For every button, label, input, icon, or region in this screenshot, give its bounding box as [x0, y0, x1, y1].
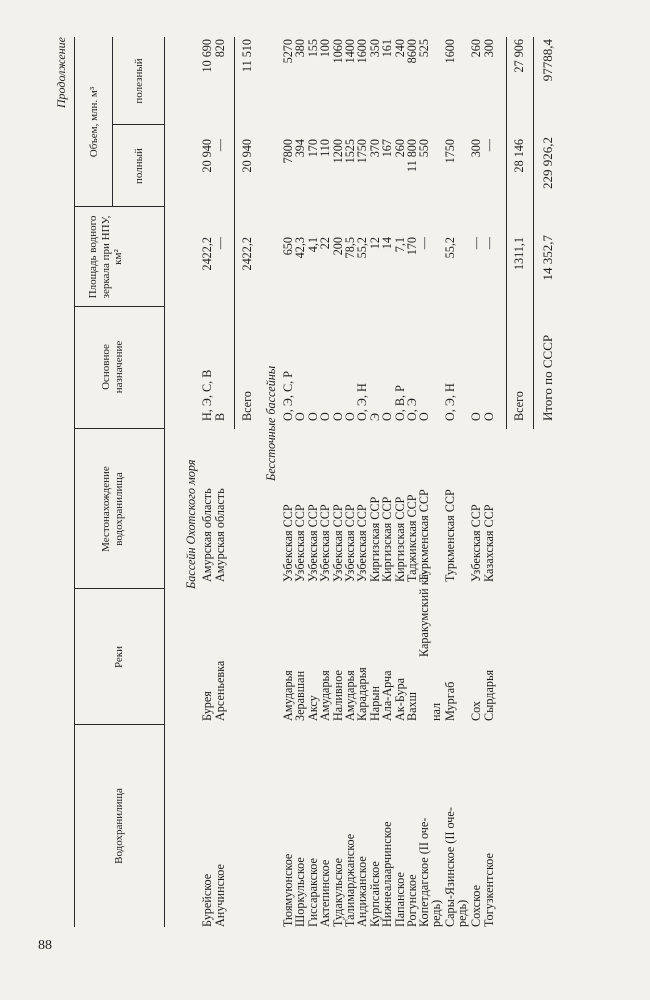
river-name: Ала-Арча: [380, 670, 395, 721]
river-name: Амударья: [343, 670, 357, 721]
river-name: Карадарья: [355, 667, 370, 721]
reservoir-name: Тюямуюнское: [281, 853, 295, 927]
area: 55,2: [443, 237, 457, 259]
volume-useful: 525: [417, 39, 431, 58]
purpose: О: [305, 412, 320, 421]
area: 78,5: [343, 237, 357, 259]
volume-full: 300: [469, 139, 483, 158]
volume-full: 167: [380, 139, 395, 158]
river-name: Амударья: [281, 670, 295, 721]
volume-full: 370: [367, 139, 382, 158]
volume-useful: 1400: [343, 39, 357, 64]
reservoir-table: [55, 37, 595, 927]
river-name: Арсеньевка: [213, 660, 227, 721]
area: 4,1: [305, 237, 320, 253]
volume-full: 20 940: [200, 139, 214, 173]
location: Таджикская ССР: [405, 494, 419, 582]
closed-total-full: 28 146: [512, 139, 526, 173]
purpose: О, Э, Н: [443, 383, 457, 421]
volume-full: 110: [318, 139, 333, 157]
purpose: О, Э, С, Р: [281, 370, 295, 421]
reservoir-name: Андижанское: [355, 856, 370, 927]
river-name: Сырдарья: [482, 669, 496, 721]
reservoir-name: Гиссаракское: [305, 858, 320, 927]
volume-full: 1750: [443, 139, 457, 164]
okhotsk-total-rule: [234, 37, 235, 429]
okhotsk-total-area: 2422,2: [240, 237, 254, 271]
location: Амурская область: [200, 488, 214, 582]
header-river: Реки: [113, 645, 125, 669]
purpose: Э: [367, 412, 382, 421]
purpose: О: [293, 412, 308, 421]
reservoir-name: Сохское: [469, 884, 483, 927]
purpose: О, В, Р: [392, 385, 407, 421]
purpose: О: [482, 412, 496, 421]
purpose: О: [417, 412, 431, 421]
volume-full: 11 800: [405, 139, 419, 173]
volume-full: 550: [417, 139, 431, 158]
ussr-total-full: 229 926,2: [540, 137, 555, 189]
river-name: Амударья: [318, 670, 333, 721]
col-sep: [74, 428, 164, 429]
ussr-total-rule: [533, 37, 534, 429]
volume-useful: 820: [213, 39, 227, 58]
volume-useful: 1600: [443, 39, 457, 64]
closed-total-label: Всего: [512, 391, 526, 421]
section-okhotsk-title: Бассейн Охотского моря: [184, 459, 198, 589]
purpose: О: [343, 412, 357, 421]
closed-total-rule: [506, 37, 507, 429]
header-reservoir: Водохранилища: [113, 788, 125, 864]
river-name-cont: нал: [429, 702, 443, 721]
reservoir-name: Сары-Язинское (II оче-: [443, 807, 457, 927]
volume-useful: 8600: [405, 39, 419, 64]
river-name: Мургаб: [443, 681, 457, 721]
volume-useful: 350: [367, 39, 382, 58]
area: —: [417, 237, 431, 250]
purpose: О, Э: [405, 398, 419, 421]
header-top-rule: [74, 37, 75, 927]
col-sep: [74, 306, 164, 307]
volume-useful: 240: [392, 39, 407, 58]
header-volume-useful: полезный: [133, 58, 145, 104]
reservoir-name: Тудакульское: [330, 857, 345, 927]
area: 200: [330, 237, 345, 256]
reservoir-name: Анучинское: [213, 864, 227, 927]
river-name: Бурея: [200, 691, 214, 721]
location: Узбекская ССР: [293, 504, 308, 582]
purpose: О, Э, Н: [355, 383, 370, 421]
volume-useful: 1060: [330, 39, 345, 64]
area: 2422,2: [200, 237, 214, 271]
reservoir-name: Шоркульское: [293, 857, 308, 927]
okhotsk-total-full: 20 940: [240, 139, 254, 173]
closed-total-area: 1311,1: [512, 237, 526, 271]
ussr-total-area: 14 352,7: [540, 235, 555, 281]
reservoir-name: Тогузкентское: [482, 853, 496, 927]
volume-full: 394: [293, 139, 308, 158]
volume-useful: 155: [305, 39, 320, 58]
volume-full: 1750: [355, 139, 370, 164]
reservoir-name: Копетдагское (II оче-: [417, 817, 431, 927]
area: 14: [380, 237, 395, 250]
area: 55,2: [355, 237, 370, 259]
volume-useful: 300: [482, 39, 496, 58]
reservoir-name: Папанское: [392, 872, 407, 927]
location: Киргизская ССР: [392, 496, 407, 582]
location: Туркменская ССР: [443, 489, 457, 582]
volume-full: 260: [392, 139, 407, 158]
header-location: Местонахождение водохранилища: [100, 466, 125, 552]
location: Казахская ССР: [482, 504, 496, 582]
closed-total-useful: 27 906: [512, 39, 526, 73]
volume-full: —: [213, 139, 227, 152]
reservoir-name: Актепинское: [318, 859, 333, 927]
volume-full: 7800: [281, 139, 295, 164]
volume-useful: 380: [293, 39, 308, 58]
reservoir-name-cont: редь): [455, 899, 469, 927]
ussr-total-label: Итого по СССР: [540, 334, 555, 421]
volume-useful: 5270: [281, 39, 295, 64]
area: —: [469, 237, 483, 250]
volume-useful: 260: [469, 39, 483, 58]
location: Узбекская ССР: [318, 504, 333, 582]
continuation-label: Продолжение: [54, 37, 68, 109]
location: Амурская область: [213, 488, 227, 582]
river-name: Нарын: [367, 685, 382, 721]
reservoir-name: Рогунское: [405, 874, 419, 927]
header-area: Площадь водного зеркала при НПУ, км²: [87, 215, 125, 299]
volume-full: 1200: [330, 139, 345, 164]
volume-useful: 1600: [355, 39, 370, 64]
river-name: Наливное: [330, 670, 345, 721]
river-name: Вахш: [405, 691, 419, 721]
location: Туркменская ССР: [417, 489, 431, 582]
area: 12: [367, 237, 382, 250]
purpose: Н, Э, С, В: [200, 369, 214, 421]
reservoir-name: Бурейское: [200, 873, 214, 927]
purpose: О: [469, 412, 483, 421]
river-name: Каракумский ка-: [417, 570, 431, 657]
location: Узбекская ССР: [305, 504, 320, 582]
reservoir-name: Нижнеалаарчинское: [380, 821, 395, 927]
river-name: Аксу: [305, 695, 320, 721]
volume-useful: 10 690: [200, 39, 214, 73]
okhotsk-total-label: Всего: [240, 391, 254, 421]
river-name: Зеравшан: [293, 670, 308, 721]
purpose: В: [213, 412, 227, 421]
volume-useful: 100: [318, 39, 333, 58]
volume-full: —: [482, 139, 496, 152]
section-closed-title: Бессточные бассейны: [264, 365, 278, 481]
header-purpose: Основное назначение: [100, 340, 125, 394]
reservoir-name: Курпсайское: [367, 861, 382, 927]
okhotsk-total-useful: 11 510: [240, 39, 254, 73]
location: Узбекская ССР: [469, 504, 483, 582]
volume-subheader-rule: [112, 37, 113, 207]
location: Киргизская ССР: [380, 496, 395, 582]
header-volume: Объем, млн. м³: [88, 86, 100, 158]
purpose: О: [330, 412, 345, 421]
reservoir-name: Талимарджанское: [343, 833, 357, 927]
area: 22: [318, 237, 333, 250]
header-volume-full: полный: [133, 148, 145, 184]
location: Узбекская ССР: [330, 504, 345, 582]
area: —: [482, 237, 496, 250]
location: Узбекская ССР: [355, 504, 370, 582]
purpose: О: [318, 412, 333, 421]
location: Киргизская ССР: [367, 496, 382, 582]
river-name: Ак-Бура: [392, 677, 407, 721]
area: 42,3: [293, 237, 308, 259]
page-number: 88: [38, 938, 52, 953]
location: Узбекская ССР: [281, 504, 295, 582]
reservoir-name-cont: редь): [429, 899, 443, 927]
river-name: Сох: [469, 700, 483, 721]
area: 170: [405, 237, 419, 256]
volume-useful: 161: [380, 39, 395, 58]
purpose: О: [380, 412, 395, 421]
area: —: [213, 237, 227, 250]
area: 7,1: [392, 237, 407, 253]
volume-full: 170: [305, 139, 320, 158]
header-bottom-rule: [164, 37, 165, 927]
location: Узбекская ССР: [343, 504, 357, 582]
ussr-total-useful: 97788,4: [540, 39, 555, 82]
area: 650: [281, 237, 295, 256]
volume-full: 1525: [343, 139, 357, 164]
